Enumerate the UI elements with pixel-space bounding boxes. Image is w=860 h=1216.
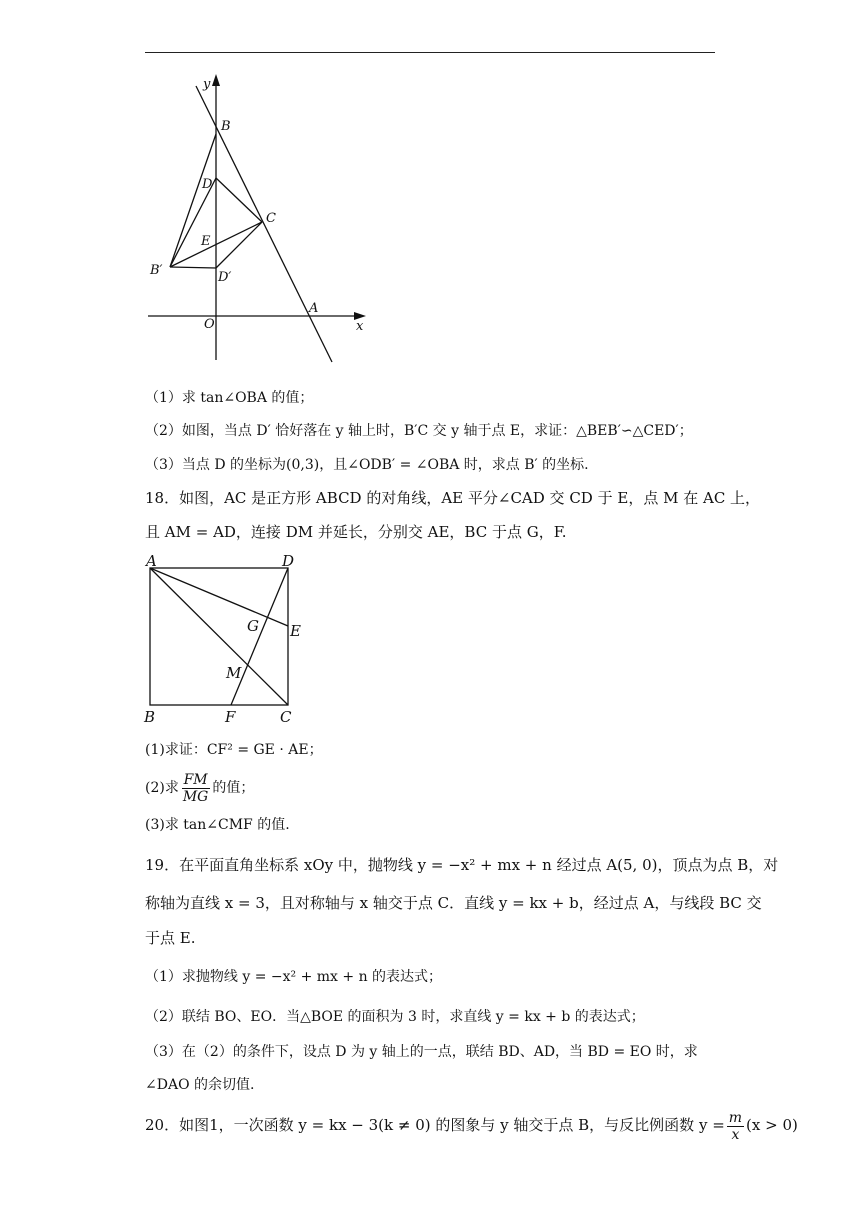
q20-prefix: 20．如图1，一次函数 y = kx − 3(k ≠ 0) 的图象与 y 轴交于点 B，与反比例函数 y = [145, 1116, 725, 1134]
y-axis-arrow [212, 74, 220, 86]
q18-part2 [145, 768, 254, 808]
label-o: O [204, 317, 215, 332]
q17-part3: （3）当点 D 的坐标为(0,3)，且∠ODB′ = ∠OBA 时，求点 B′ 的坐标. [145, 457, 589, 473]
line-df [231, 568, 288, 705]
q19-line1: 19．在平面直角坐标系 xOy 中，抛物线 y = −x² + mx + n 经过点 A(5, 0)，顶点为点 B，对 [145, 856, 779, 874]
label-b: B [144, 708, 156, 726]
label-d: D [282, 552, 295, 570]
label-b: B [221, 119, 231, 134]
q20-line1 [145, 1105, 798, 1145]
label-a: A [309, 301, 319, 316]
q17-part2: （2）如图，当点 D′ 恰好落在 y 轴上时，B′C 交 y 轴于点 E，求证：△BEB′∽△CED′； [145, 423, 693, 439]
label-m: M [226, 664, 242, 682]
q19-line3: 于点 E. [145, 929, 196, 947]
label-d: D [202, 177, 213, 192]
fraction-denominator: MG [182, 788, 209, 805]
q19-part3b: ∠DAO 的余切值. [145, 1077, 255, 1093]
q19-part3a: （3）在（2）的条件下，设点 D 为 y 轴上的一点，联结 BD、AD，当 BD = EO 时，求 [145, 1044, 698, 1060]
square-figure [140, 550, 310, 730]
q18-part3: (3)求 tan∠CMF 的值. [145, 817, 290, 833]
q18-part2-suffix: 的值； [212, 780, 255, 796]
q20-suffix: (x > 0) [746, 1116, 798, 1134]
label-c: C [280, 708, 292, 726]
q18-line2: 且 AM = AD，连接 DM 并延长，分别交 AE，BC 于点 G，F. [145, 523, 567, 541]
label-d-prime: D′ [218, 270, 232, 285]
diagonal-ac [150, 568, 288, 705]
label-f: F [225, 708, 236, 726]
fraction-numerator: m [728, 1109, 743, 1126]
coordinate-figure [140, 70, 380, 370]
label-g: G [247, 617, 259, 635]
q19-part1: （1）求抛物线 y = −x² + mx + n 的表达式； [145, 969, 443, 985]
label-e: E [290, 622, 301, 640]
label-y: y [203, 77, 211, 92]
q18-part1: (1)求证：CF² = GE · AE； [145, 742, 323, 758]
q18-part2-prefix: (2)求 [145, 780, 179, 796]
header-rule [145, 52, 715, 53]
q17-part1: （1）求 tan∠OBA 的值； [145, 390, 314, 406]
q19-line2: 称轴为直线 x = 3，且对称轴与 x 轴交于点 C．直线 y = kx + b，经过点 A，与线段 BC 交 [145, 894, 762, 912]
fraction-m-x [727, 1110, 744, 1143]
label-a: A [146, 552, 157, 570]
label-x: x [356, 319, 364, 334]
fraction-fm-mg [181, 772, 211, 805]
label-c: C [266, 211, 276, 226]
label-e: E [201, 234, 211, 249]
fraction-numerator: FM [183, 771, 208, 788]
q19-part2: （2）联结 BO、EO．当△BOE 的面积为 3 时，求直线 y = kx + b 的表达式； [145, 1009, 645, 1025]
fraction-denominator: x [731, 1126, 740, 1143]
label-b-prime: B′ [150, 263, 163, 278]
q18-line1: 18．如图，AC 是正方形 ABCD 的对角线，AE 平分∠CAD 交 CD 于 E，点 M 在 AC 上， [145, 489, 761, 507]
